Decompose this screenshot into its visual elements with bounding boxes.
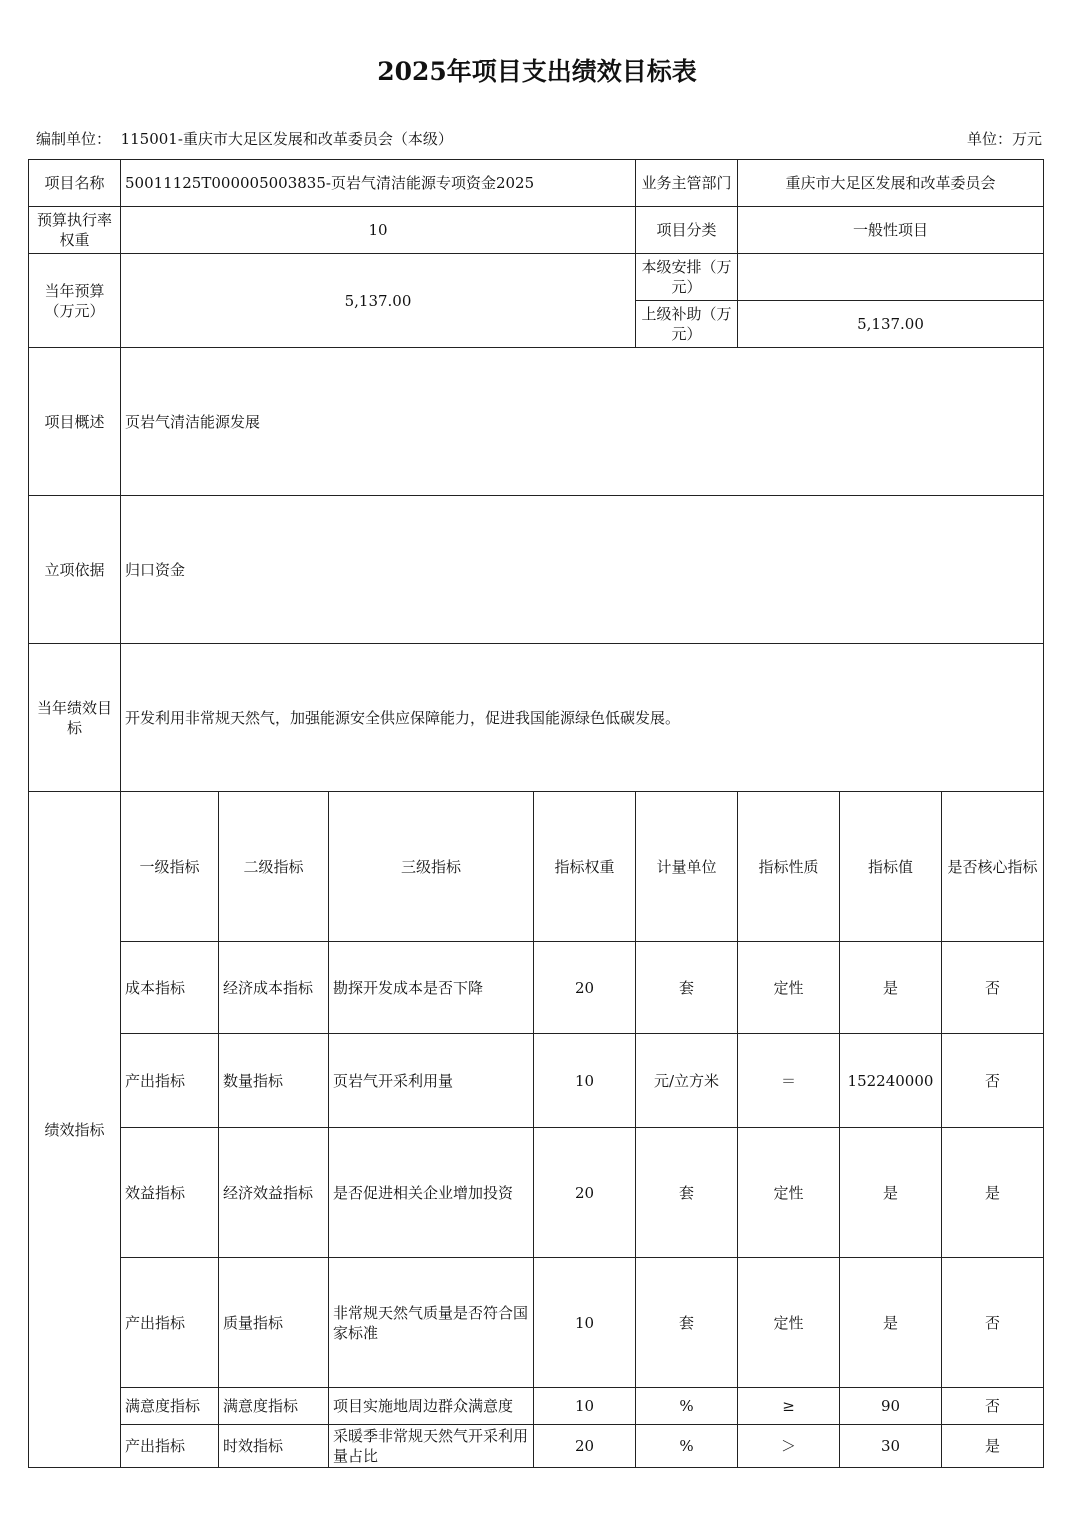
cell-level3: 勘探开发成本是否下降	[329, 942, 534, 1034]
cell-level1: 产出指标	[121, 1258, 219, 1388]
table-row	[29, 1128, 1044, 1258]
cell-core: 是	[942, 1425, 1044, 1468]
cell-core: 否	[942, 1034, 1044, 1128]
cell-value: 90	[840, 1388, 942, 1425]
page-title: 2025年项目支出绩效目标表	[377, 57, 697, 86]
header-nature: 指标性质	[738, 792, 840, 942]
cell-level1: 成本指标	[121, 942, 219, 1034]
cell-unit: %	[636, 1388, 738, 1425]
cell-level2: 经济成本指标	[219, 942, 329, 1034]
table-row	[29, 1425, 1044, 1468]
cell-level3: 项目实施地周边群众满意度	[329, 1388, 534, 1425]
compiling-unit	[36, 128, 453, 149]
cell-value: 30	[840, 1425, 942, 1468]
dept-label: 业务主管部门	[636, 160, 738, 207]
cell-level1: 满意度指标	[121, 1388, 219, 1425]
cell-value: 是	[840, 942, 942, 1034]
indicators-label: 绩效指标	[29, 792, 121, 1468]
cell-nature: ＞	[738, 1425, 840, 1468]
cell-nature: ＝	[738, 1034, 840, 1128]
local-value	[738, 254, 1044, 301]
cell-level3: 采暖季非常规天然气开采利用量占比	[329, 1425, 534, 1468]
header-value: 指标值	[840, 792, 942, 942]
compiling-unit-label: 编制单位：	[36, 130, 112, 148]
cell-level2: 质量指标	[219, 1258, 329, 1388]
header-unit: 计量单位	[636, 792, 738, 942]
table-row	[29, 1258, 1044, 1388]
cell-unit: 套	[636, 942, 738, 1034]
goal-value: 开发利用非常规天然气，加强能源安全供应保障能力，促进我国能源绿色低碳发展。	[121, 644, 1044, 792]
cell-unit: 套	[636, 1258, 738, 1388]
cell-level2: 经济效益指标	[219, 1128, 329, 1258]
exec-rate-label: 预算执行率权重	[29, 207, 121, 254]
cell-weight: 10	[534, 1034, 636, 1128]
dept-value: 重庆市大足区发展和改革委员会	[738, 160, 1044, 207]
cell-unit: 元/立方米	[636, 1034, 738, 1128]
cell-unit: %	[636, 1425, 738, 1468]
compiling-unit-value: 115001-重庆市大足区发展和改革委员会（本级）	[120, 130, 453, 148]
cell-level1: 产出指标	[121, 1034, 219, 1128]
cell-level1: 产出指标	[121, 1425, 219, 1468]
cell-nature: 定性	[738, 942, 840, 1034]
basis-label: 立项依据	[29, 496, 121, 644]
header-level1: 一级指标	[121, 792, 219, 942]
currency-unit: 单位：万元	[966, 130, 1042, 148]
cell-nature: ≥	[738, 1388, 840, 1425]
exec-rate-value: 10	[121, 207, 636, 254]
superior-label: 上级补助（万元）	[636, 301, 738, 348]
goal-label: 当年绩效目标	[29, 644, 121, 792]
cell-level3: 非常规天然气质量是否符合国家标准	[329, 1258, 534, 1388]
cell-weight: 20	[534, 1425, 636, 1468]
cell-level2: 时效指标	[219, 1425, 329, 1468]
cell-core: 否	[942, 1388, 1044, 1425]
cell-level3: 是否促进相关企业增加投资	[329, 1128, 534, 1258]
cell-level2: 数量指标	[219, 1034, 329, 1128]
cell-unit: 套	[636, 1128, 738, 1258]
cell-nature: 定性	[738, 1258, 840, 1388]
overview-value: 页岩气清洁能源发展	[121, 348, 1044, 496]
cell-level3: 页岩气开采利用量	[329, 1034, 534, 1128]
table-row	[29, 942, 1044, 1034]
cell-core: 是	[942, 1128, 1044, 1258]
category-label: 项目分类	[636, 207, 738, 254]
local-label: 本级安排（万元）	[636, 254, 738, 301]
budget-label: 当年预算（万元）	[29, 254, 121, 348]
cell-core: 否	[942, 942, 1044, 1034]
cell-weight: 10	[534, 1258, 636, 1388]
cell-level2: 满意度指标	[219, 1388, 329, 1425]
header-level2: 二级指标	[219, 792, 329, 942]
category-value: 一般性项目	[738, 207, 1044, 254]
cell-weight: 10	[534, 1388, 636, 1425]
performance-table	[28, 159, 1044, 1468]
project-name-label: 项目名称	[29, 160, 121, 207]
table-row	[29, 1388, 1044, 1425]
cell-core: 否	[942, 1258, 1044, 1388]
overview-label: 项目概述	[29, 348, 121, 496]
cell-weight: 20	[534, 1128, 636, 1258]
header-weight: 指标权重	[534, 792, 636, 942]
header-level3: 三级指标	[329, 792, 534, 942]
cell-value: 152240000	[840, 1034, 942, 1128]
header-core: 是否核心指标	[942, 792, 1044, 942]
project-name-value: 50011125T000005003835-页岩气清洁能源专项资金2025	[121, 160, 636, 207]
table-row	[29, 1034, 1044, 1128]
cell-nature: 定性	[738, 1128, 840, 1258]
basis-value: 归口资金	[121, 496, 1044, 644]
cell-value: 是	[840, 1258, 942, 1388]
cell-value: 是	[840, 1128, 942, 1258]
budget-value: 5,137.00	[121, 254, 636, 348]
superior-value: 5,137.00	[738, 301, 1044, 348]
cell-weight: 20	[534, 942, 636, 1034]
cell-level1: 效益指标	[121, 1128, 219, 1258]
